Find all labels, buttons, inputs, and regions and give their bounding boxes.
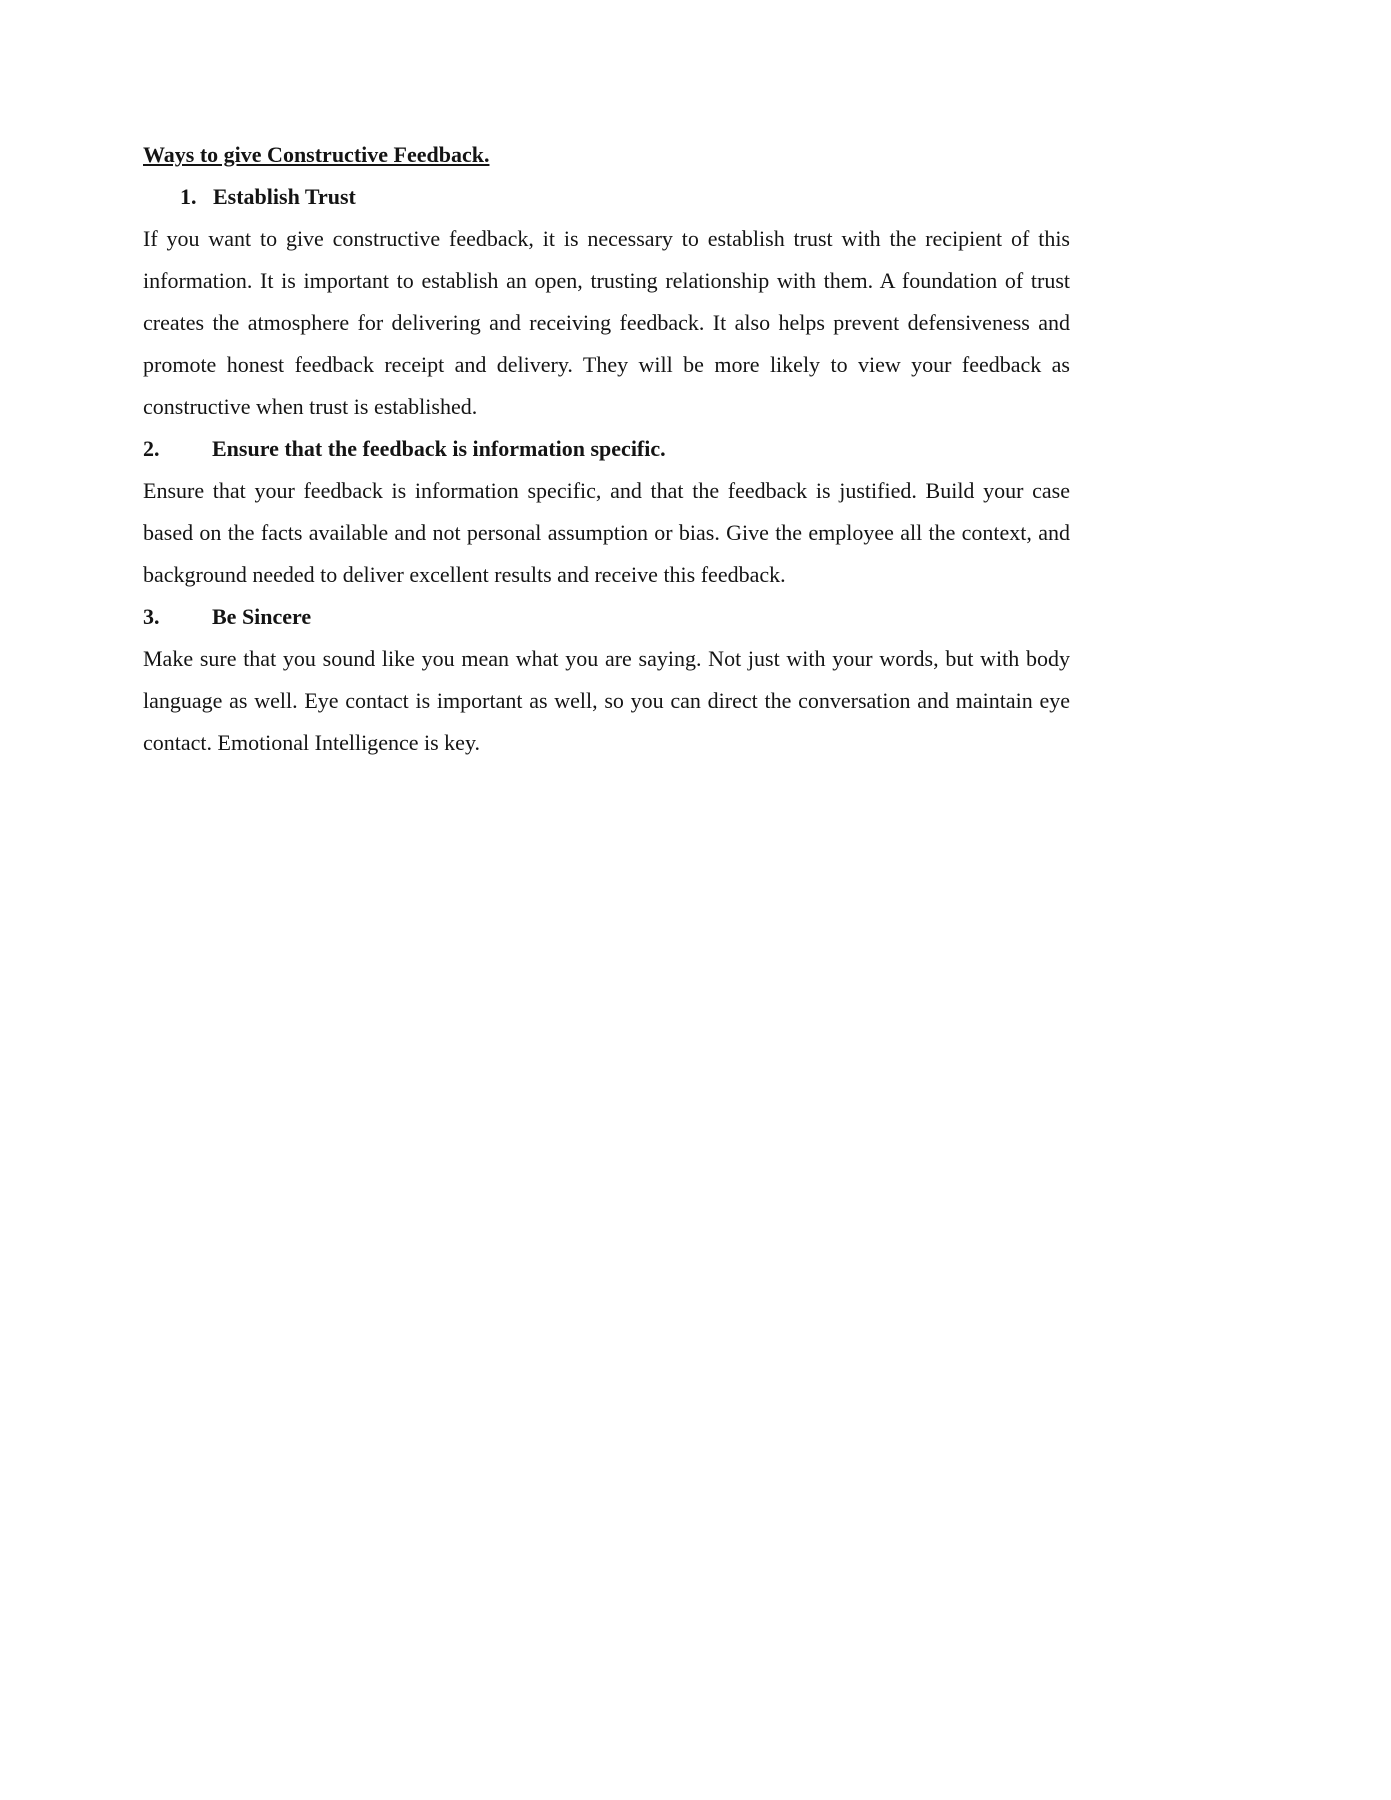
section-1-heading-text: Establish Trust xyxy=(213,184,356,209)
section-information-specific xyxy=(143,428,1070,596)
section-3-heading-text: Be Sincere xyxy=(212,604,312,629)
section-3-paragraph: Make sure that you sound like you mean what you are saying. Not just with your words, but with body language as well. Eye contact is important as well, so you can direct the conversation and maintain eye contact. Emotional Intelligence is key. xyxy=(143,646,1070,755)
section-2-number: 2. xyxy=(143,436,160,461)
section-establish-trust xyxy=(143,176,1070,428)
section-3-number: 3. xyxy=(143,604,160,629)
section-1-number: 1. xyxy=(180,184,197,209)
section-2-heading-text: Ensure that the feedback is information specific. xyxy=(212,436,666,461)
section-2-paragraph: Ensure that your feedback is information specific, and that the feedback is justified. Build your case based on the facts available and not personal assumption or bias. Give the employee all the context, and background needed to deliver excellent results and receive this feedback. xyxy=(143,478,1070,587)
document-title: Ways to give Constructive Feedback. xyxy=(143,142,490,167)
section-3-heading xyxy=(143,596,1070,638)
section-2-heading xyxy=(143,428,1070,470)
section-1-heading xyxy=(143,176,1070,218)
section-1-paragraph: If you want to give constructive feedback, it is necessary to establish trust with the recipient of this information. It is important to establish an open, trusting relationship with them. A foundation of trust creates the atmosphere for delivering and receiving feedback. It also helps prevent defensiveness and promote honest feedback receipt and delivery. They will be more likely to view your feedback as constructive when trust is established. xyxy=(143,226,1070,419)
section-be-sincere xyxy=(143,596,1070,764)
